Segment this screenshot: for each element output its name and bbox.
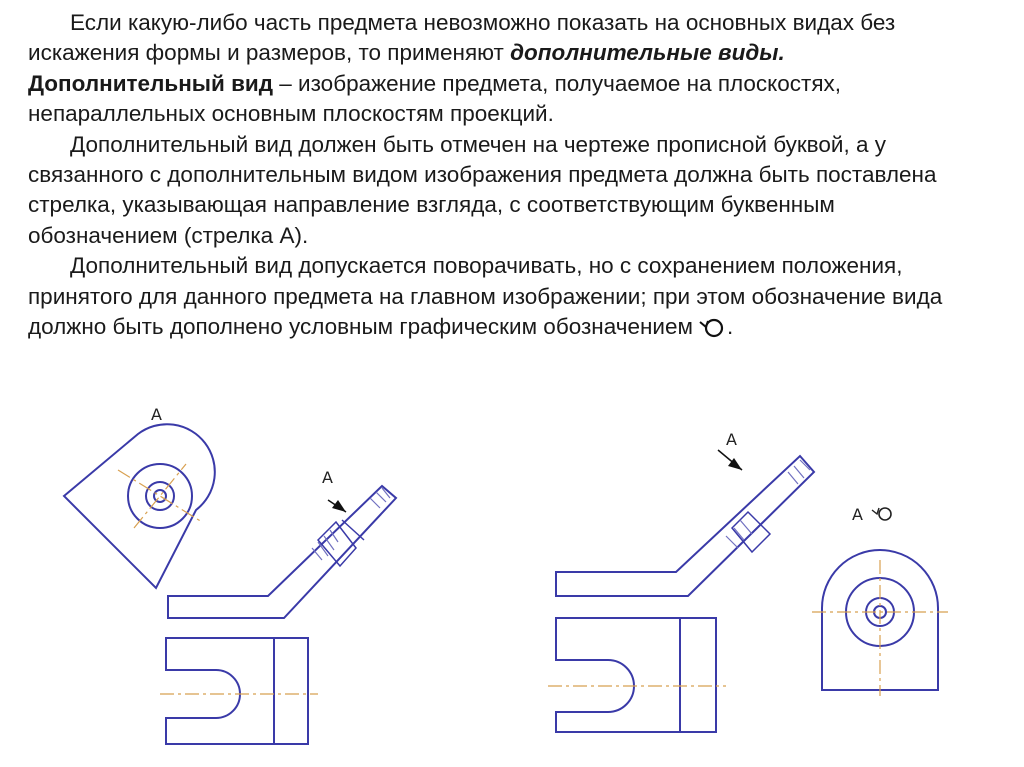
left-view-arrow [328,500,346,512]
right-view-rotation-icon [872,508,891,520]
centerlines [118,464,948,696]
paragraph-3-text: Дополнительный вид допускается поворачивать, но с сохранением положения, принятого для данного предмета на главном изображении; при этом обозначение вида должно быть дополнено условным графическим обозначением [28,253,943,340]
left-hatching [312,488,390,560]
paragraph-1-definition: – изображение предмета, получаемое на плоскостях, непараллельных основным плоскостям проекций. [28,70,842,127]
right-view-arrow [718,450,742,470]
left-additional-view [64,424,215,588]
right-front-view [556,618,716,732]
paragraph-3-end: . [726,314,734,340]
left-front-view [164,636,308,744]
left-arrow-label: А [322,468,333,487]
right-view-label: А [852,505,863,524]
term-additional-view: Дополнительный вид [28,70,274,96]
right-bent-plate [556,456,814,596]
left-view-label: А [151,405,162,424]
paragraph-1-text: Если какую-либо часть предмета невозможно показать на основных видах без искажения формы и размеров, то применяют [28,10,896,66]
paragraph-2: Дополнительный вид должен быть отмечен на чертеже прописной буквой, а у связанного с дополнительным видом изображения предмета должна быть поставлена стрелка, указывающая направление взгляда, с соответствующим буквенным обозначением (стрелка А). [28,131,937,248]
right-arrow-label: А [726,430,737,449]
term-additional-views: дополнительные виды. [510,40,785,66]
